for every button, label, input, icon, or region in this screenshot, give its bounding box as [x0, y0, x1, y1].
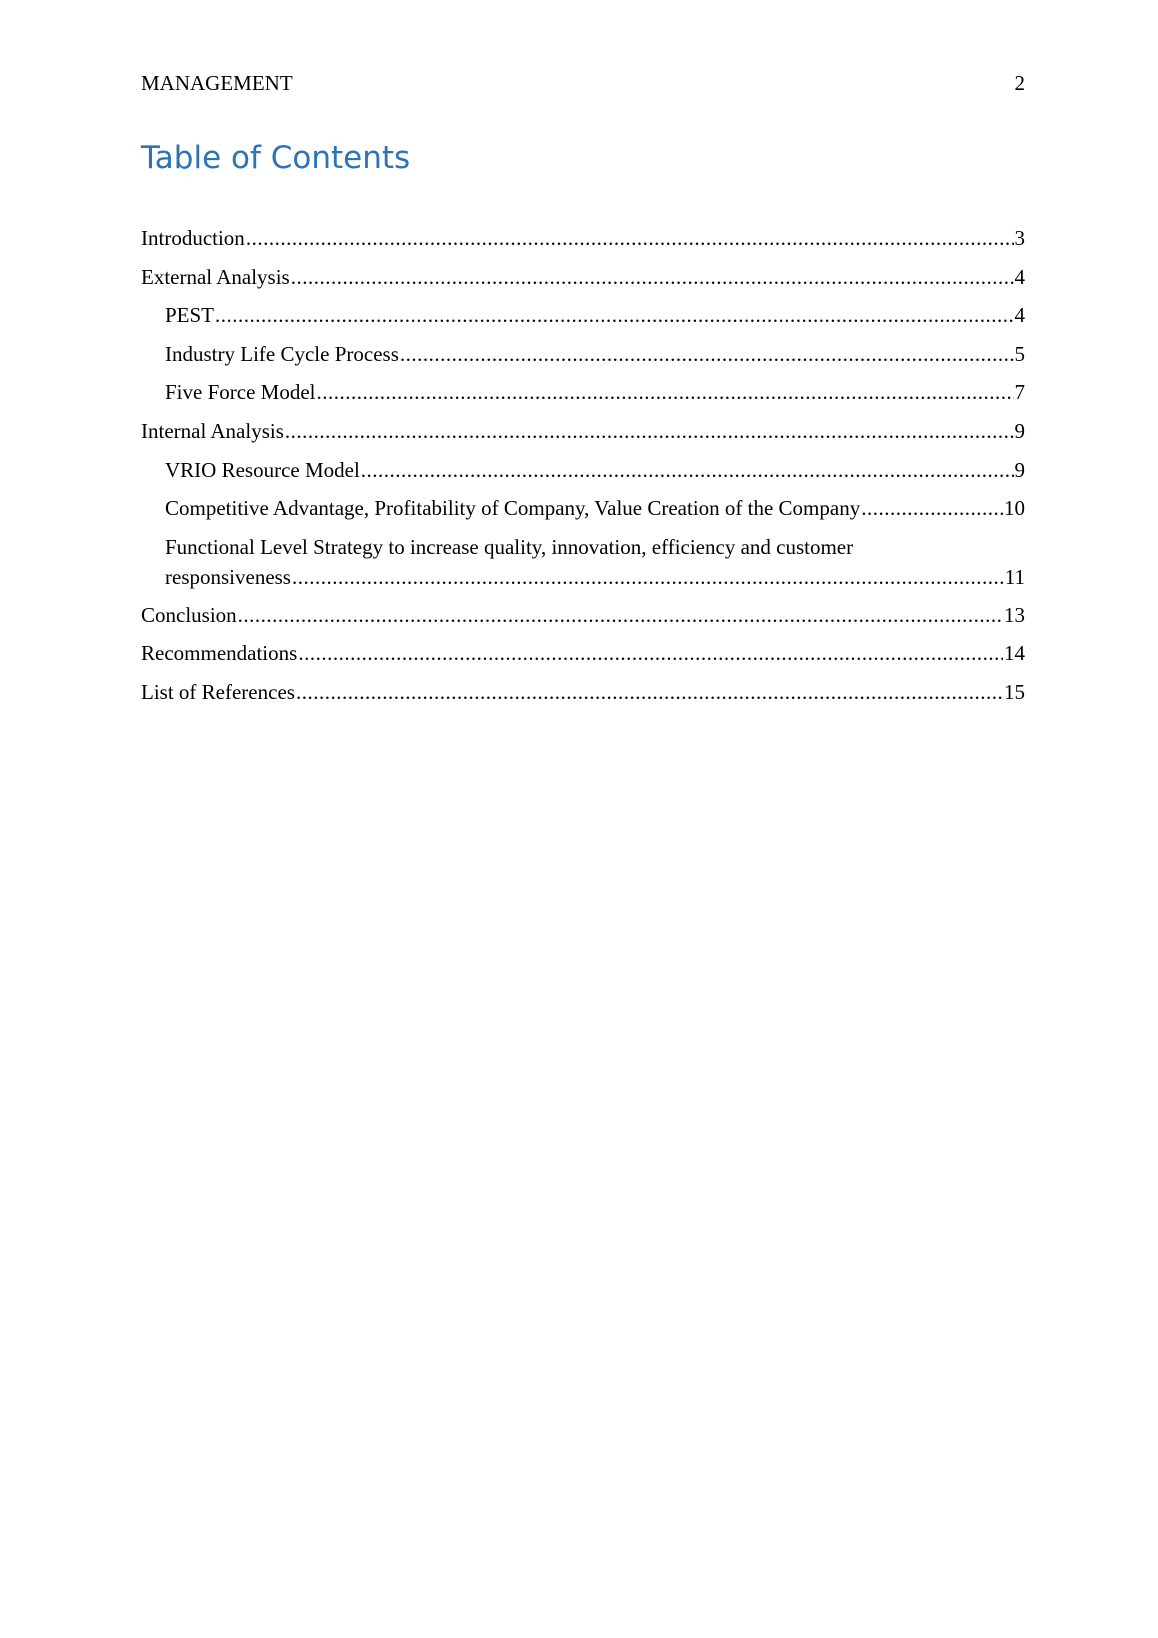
toc-entry-functional-level-strategy[interactable]: [141, 532, 1025, 600]
toc-entry-page: 4: [1014, 264, 1025, 289]
toc-entry-pest[interactable]: [141, 300, 1025, 339]
toc-entry-label: Functional Level Strategy to increase quality, innovation, efficiency and customer: [165, 534, 854, 559]
toc-entry-competitive-advantage[interactable]: [141, 493, 1025, 532]
toc-entry-internal-analysis[interactable]: [141, 416, 1025, 455]
toc-entry-introduction[interactable]: [141, 223, 1025, 262]
toc-entry-list-of-references[interactable]: [141, 677, 1025, 716]
running-header: [141, 68, 1025, 98]
dot-leader: [298, 638, 1003, 668]
toc-entry-industry-life-cycle[interactable]: [141, 339, 1025, 378]
table-of-contents: [141, 223, 1025, 716]
dot-leader: [291, 262, 1014, 292]
running-title: MANAGEMENT: [141, 71, 293, 95]
toc-entry-page: 9: [1014, 457, 1025, 482]
toc-entry-page: 9: [1014, 418, 1025, 443]
dot-leader: [861, 493, 1003, 523]
toc-entry-page: 11: [1004, 564, 1025, 589]
dot-leader: [361, 455, 1014, 485]
dot-leader: [400, 339, 1014, 369]
page-number: 2: [1014, 71, 1025, 95]
toc-entry-label: Conclusion: [141, 602, 237, 627]
toc-entry-label: Industry Life Cycle Process: [165, 341, 399, 366]
toc-entry-label: List of References: [141, 679, 295, 704]
toc-entry-recommendations[interactable]: [141, 638, 1025, 677]
toc-entry-page: 5: [1014, 341, 1025, 366]
dot-leader: [316, 377, 1013, 407]
toc-entry-label: External Analysis: [141, 264, 290, 289]
dot-leader: [292, 562, 1004, 592]
toc-entry-five-force-model[interactable]: [141, 377, 1025, 416]
toc-entry-label: Recommendations: [141, 641, 298, 666]
toc-entry-page: 15: [1004, 679, 1025, 704]
dot-leader: [246, 223, 1014, 253]
toc-entry-vrio[interactable]: [141, 455, 1025, 494]
toc-entry-conclusion[interactable]: [141, 600, 1025, 639]
toc-entry-label: VRIO Resource Model: [165, 457, 360, 482]
toc-entry-label: Competitive Advantage, Profitability of Company, Value Creation of the Company: [165, 496, 861, 521]
toc-entry-page: 4: [1014, 303, 1025, 328]
toc-entry-external-analysis[interactable]: [141, 262, 1025, 301]
toc-entry-label-continued: responsiveness: [165, 564, 291, 589]
dot-leader: [296, 677, 1003, 707]
toc-entry-label: Internal Analysis: [141, 418, 284, 443]
dot-leader: [238, 600, 1003, 630]
toc-entry-page: 13: [1004, 602, 1025, 627]
dot-leader: [215, 300, 1013, 330]
toc-entry-page: 10: [1004, 496, 1025, 521]
toc-entry-page: 7: [1014, 380, 1025, 405]
toc-entry-page: 3: [1014, 226, 1025, 250]
toc-entry-page: 14: [1004, 641, 1025, 666]
toc-title: Table of Contents: [141, 140, 411, 176]
toc-entry-label: PEST: [165, 303, 215, 328]
toc-entry-label: Introduction: [141, 226, 245, 250]
toc-entry-label: Five Force Model: [165, 380, 316, 405]
dot-leader: [285, 416, 1014, 446]
